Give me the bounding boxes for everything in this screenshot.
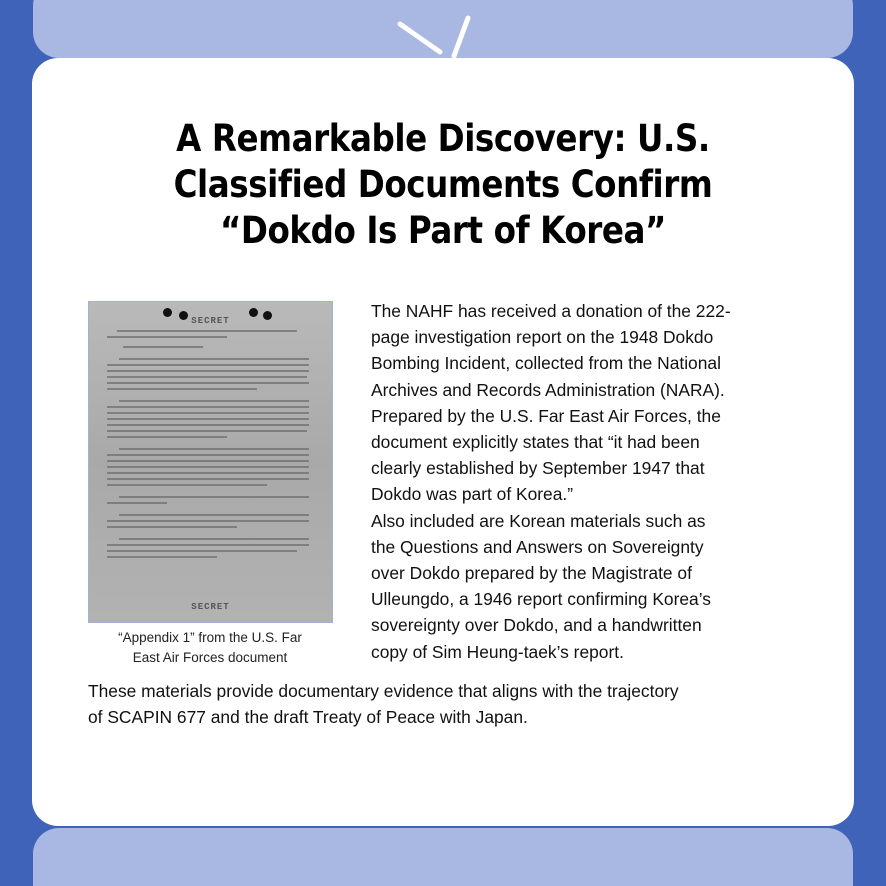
body-line: sovereignty over Dokdo, and a handwritten — [371, 615, 702, 636]
body-line: Archives and Records Administration (NARA). — [371, 379, 725, 400]
body-line: the Questions and Answers on Sovereignty — [371, 536, 704, 557]
bottom-tab — [33, 828, 853, 886]
body-line: copy of Sim Heung-taek’s report. — [371, 641, 624, 662]
content-card — [32, 58, 854, 826]
body-line: Dokdo was part of Korea.” — [371, 484, 574, 505]
body-line: of SCAPIN 677 and the draft Treaty of Peace with Japan. — [88, 707, 528, 728]
body-line: page investigation report on the 1948 Dokdo — [371, 327, 714, 348]
double-slash-icon — [396, 14, 476, 64]
caption-line-2: East Air Forces document — [132, 650, 288, 665]
secret-stamp-bottom: SECRET — [191, 602, 230, 612]
body-line: Ulleungdo, a 1946 report confirming Korea’s — [371, 589, 711, 610]
secret-stamp-top: SECRET — [191, 316, 230, 326]
body-text-right — [371, 298, 811, 665]
page-title — [81, 116, 804, 254]
body-line: document explicitly states that “it had been — [371, 432, 700, 453]
title-line-1: A Remarkable Discovery: U.S. — [176, 117, 710, 160]
body-line: over Dokdo prepared by the Magistrate of — [371, 563, 692, 584]
body-text-bottom — [88, 678, 808, 730]
body-line: Bombing Incident, collected from the National — [371, 353, 721, 374]
body-line: The NAHF has received a donation of the 222- — [371, 301, 731, 321]
title-line-2: Classified Documents Confirm — [173, 163, 713, 206]
title-line-3: “Dokdo Is Part of Korea” — [219, 209, 667, 252]
document-image — [88, 301, 333, 623]
body-line: These materials provide documentary evidence that aligns with the trajectory — [88, 681, 679, 701]
body-line: clearly established by September 1947 that — [371, 458, 705, 479]
body-line: Prepared by the U.S. Far East Air Forces, the — [371, 405, 721, 426]
body-line: Also included are Korean materials such as — [371, 510, 706, 531]
figure-caption — [80, 628, 340, 668]
caption-line-1: “Appendix 1” from the U.S. Far — [118, 630, 302, 645]
